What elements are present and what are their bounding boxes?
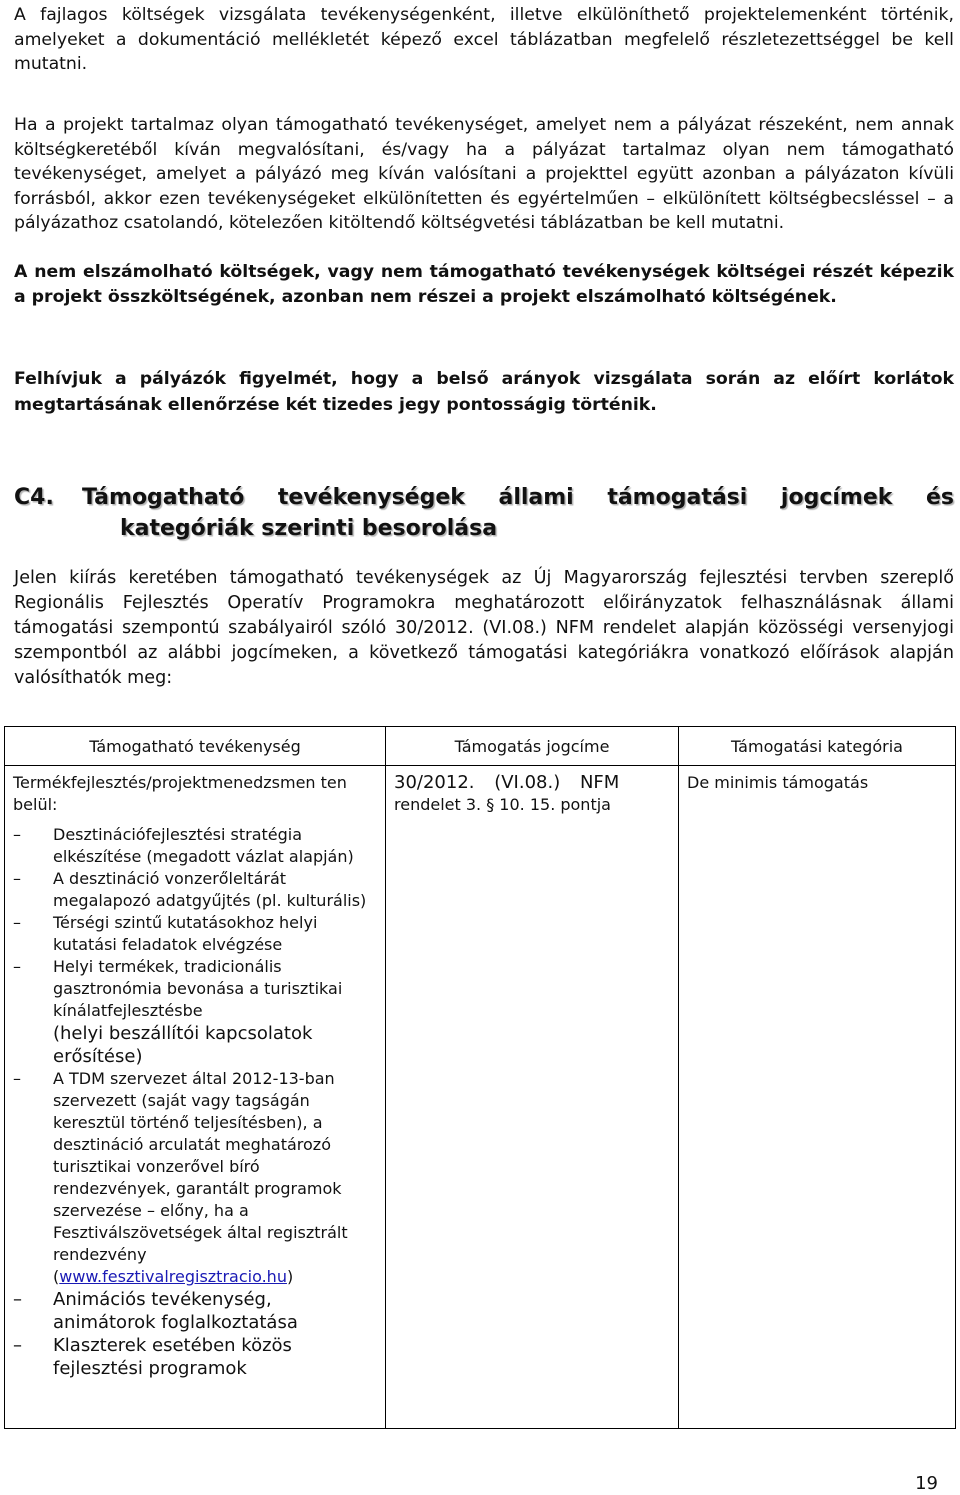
list-item [13, 1068, 377, 1288]
header-jogcim: Támogatás jogcíme [386, 727, 679, 766]
paragraph-nem-elszamolhato: A nem elszámolható költségek, vagy nem támogatható tevékenységek költségei részét képezik a projekt összköltségének, azonban nem részei a projekt elszámolható költségének. [14, 262, 954, 307]
list-item: – Térségi szintű kutatásokhoz helyi kutatási feladatok elvégzése [13, 912, 377, 956]
list-item: – A desztináció vonzerőleltárát megalapozó adatgyűjtés (pl. kulturális) [13, 868, 377, 912]
list-item: – Desztinációfejlesztési stratégia elkészítése (megadott vázlat alapján) [13, 824, 377, 868]
fesztival-link[interactable]: www.fesztivalregisztracio.hu [59, 1267, 287, 1286]
paragraph-projekt: Ha a projekt tartalmaz olyan támogatható tevékenységet, amelyet nem a pályázat részeként, nem annak költségkeretéből kíván megvalósítani, és/vagy ha a pályázat tartalmaz olyan nem támogatható tevékenységet, amelyet a pályázó meg kíván valósítani a projekttel együtt azonban a pályázaton kívüli forrásból, akkor ezen tevékenységeket elkülönítetten és egyértelműen – elkülönített költségbecsléssel – a pályázathoz csatolandó, kötelezően kitöltendő költségvetési táblázatban be kell mutatni. [14, 115, 954, 233]
list-item: – Klaszterek esetében közös fejlesztési programok [13, 1334, 377, 1380]
list-item-text-close: ) [286, 1267, 294, 1286]
cell-tevekenyseg [5, 766, 386, 1429]
table-header-row [5, 727, 956, 766]
heading-number: C4. [14, 485, 54, 510]
activity-list [13, 824, 377, 1380]
paragraph-felhivjuk: Felhívjuk a pályázók figyelmét, hogy a belső arányok vizsgálata során az előírt korlátok megtartásának ellenőrzése két tizedes jegy pontosságig történik. [14, 369, 954, 415]
table-row [5, 766, 956, 1429]
page-number: 19 [915, 1473, 938, 1494]
paragraph-fajlagos: A fajlagos költségek vizsgálata tevékenységenként, illetve elkülöníthető projektelemenként történik, amelyeket a dokumentáció mellékletét képező excel táblázatban megfelelő részletezettséggel be kell mutatni. [14, 5, 954, 74]
list-item-text-extra: (helyi beszállítói kapcsolatok erősítése) [53, 1023, 313, 1067]
cell-jogcim [386, 766, 679, 1429]
section-heading-c4 [14, 482, 954, 544]
cell-kategoria: De minimis támogatás [679, 766, 956, 1429]
list-item [13, 956, 377, 1068]
jogcim-line-2: rendelet 3. § 10. 15. pontja [394, 795, 611, 814]
list-item-text: Helyi termékek, tradicionális gasztronómia bevonása a turisztikai kínálatfejlesztésbe [53, 957, 343, 1020]
heading-text-1: Támogatható tevékenységek állami támogatási jogcímek és [82, 485, 954, 510]
heading-line-2: kategóriák szerinti besorolása [120, 516, 498, 541]
heading-line-1 [14, 482, 954, 513]
list-item: – Animációs tevékenység, animátorok foglalkoztatása [13, 1288, 377, 1334]
classification-table [4, 726, 956, 1429]
jogcim-line-1: 30/2012. (VI.08.) NFM [394, 772, 620, 793]
header-tevekenyseg: Támogatható tevékenység [5, 727, 386, 766]
paragraph-jelen-kiiras: Jelen kiírás keretében támogatható tevékenységek az Új Magyarország fejlesztési tervben szereplő Regionális Fejlesztés Operatív Programokra meghatározott előirányzatok felhasználásnak állami támogatási szempontú szabályairól szóló 30/2012. (VI.08.) NFM rendelet alapján közösségi versenyjogi szempontból az alábbi jogcímeken, a következő támogatási kategóriákra vonatkozó előírások alapján valósíthatók meg: [14, 568, 954, 688]
cell-intro: Termékfejlesztés/projektmenedzsmen ten belül: [13, 773, 347, 814]
list-item-text: A TDM szervezet által 2012-13-ban szervezett (saját vagy tagságán keresztül történő teljesítésben), a desztináció arculatát meghatározó turisztikai vonzerővel bíró rendezvények, garantált programok szervezése – előny, ha a Fesztiválszövetségek által regisztrált rendezvény ( [53, 1069, 348, 1286]
header-kategoria: Támogatási kategória [679, 727, 956, 766]
